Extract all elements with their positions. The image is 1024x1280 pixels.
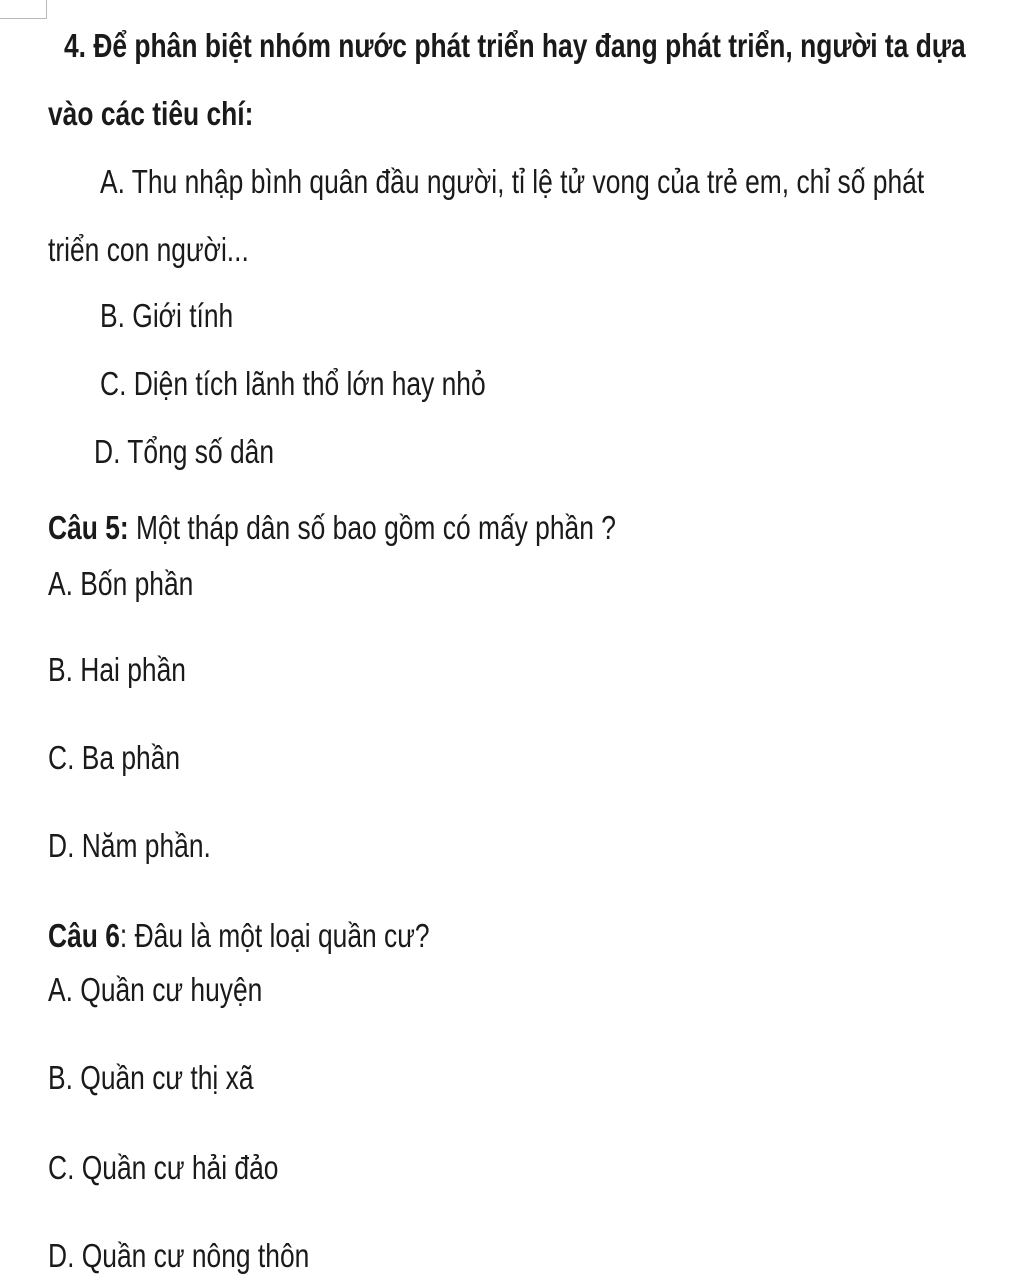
q6-option-b[interactable]: B. Quần cư thị xã bbox=[48, 1059, 254, 1096]
q5-question-line bbox=[48, 508, 616, 548]
q5-question-text: Một tháp dân số bao gồm có mấy phần ? bbox=[128, 509, 616, 546]
q4-option-d[interactable]: D. Tổng số dân bbox=[94, 433, 275, 470]
q6-option-c[interactable]: C. Quần cư hải đảo bbox=[48, 1149, 279, 1186]
q6-option-d[interactable]: D. Quần cư nông thôn bbox=[48, 1237, 310, 1274]
q5-option-d[interactable]: D. Năm phần. bbox=[48, 827, 211, 864]
q4-option-a-line1[interactable]: A. Thu nhập bình quân đầu người, tỉ lệ tử vong của trẻ em, chỉ số phát bbox=[100, 163, 925, 200]
q5-option-c[interactable]: C. Ba phần bbox=[48, 739, 181, 776]
q4-option-c[interactable]: C. Diện tích lãnh thổ lớn hay nhỏ bbox=[100, 365, 486, 402]
q4-option-a-line2[interactable]: triển con người... bbox=[48, 231, 249, 268]
q6-question-line bbox=[48, 916, 430, 956]
q4-option-b[interactable]: B. Giới tính bbox=[100, 297, 234, 334]
q6-label: Câu 6 bbox=[48, 917, 120, 954]
q5-option-b[interactable]: B. Hai phần bbox=[48, 651, 186, 688]
q4-stem-line1: 4. Để phân biệt nhóm nước phát triển hay đang phát triển, người ta dựa bbox=[64, 27, 966, 64]
q6-option-a[interactable]: A. Quần cư huyện bbox=[48, 971, 263, 1008]
page-corner-mark bbox=[0, 0, 47, 19]
q6-question-text: : Đâu là một loại quần cư? bbox=[119, 917, 430, 954]
q5-label: Câu 5: bbox=[48, 509, 129, 546]
q5-option-a[interactable]: A. Bốn phần bbox=[48, 565, 194, 602]
q4-stem-line2: vào các tiêu chí: bbox=[48, 95, 254, 132]
